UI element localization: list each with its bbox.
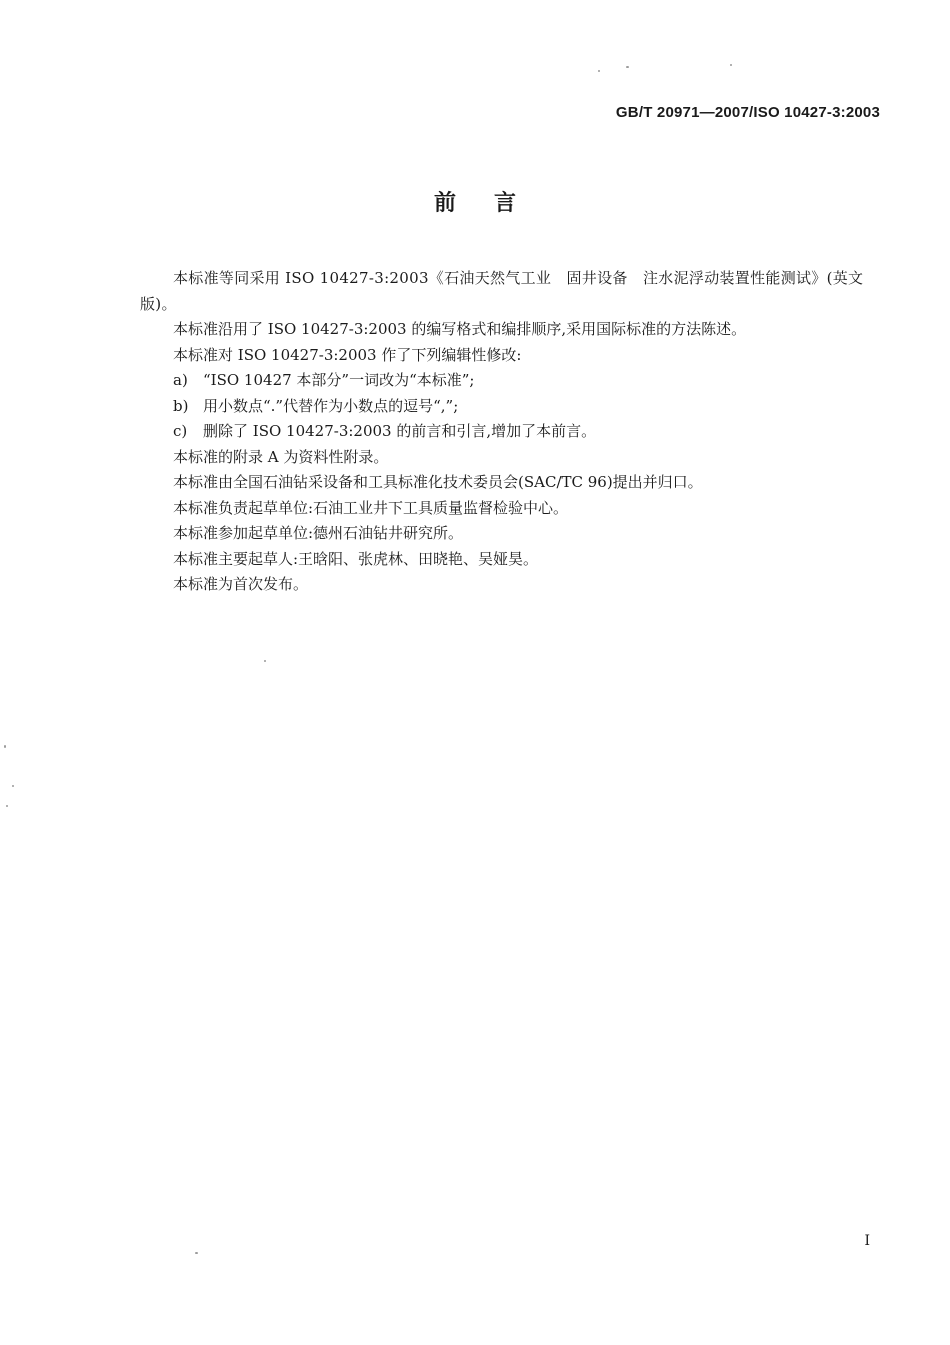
list-item-label: b) (173, 396, 189, 415)
paragraph-participating-unit: 本标准参加起草单位:德州石油钻井研究所。 (173, 524, 464, 542)
list-item-text: “ISO 10427 本部分”一词改为“本标准”; (203, 371, 475, 389)
page-title: 前言 (433, 191, 554, 216)
paragraph-annex: 本标准的附录 A 为资料性附录。 (173, 447, 389, 466)
list-item (140, 419, 882, 445)
scan-speck (730, 64, 732, 66)
page-number: I (864, 1233, 870, 1249)
scan-speck (195, 1252, 198, 1254)
list-item-label: c) (173, 422, 188, 440)
list-item (140, 394, 882, 420)
scan-speck (598, 70, 600, 72)
paragraph-drafters: 本标准主要起草人:王晗阳、张虎林、田晓艳、吴娅昊。 (173, 549, 539, 568)
list-item-label: a) (173, 371, 188, 389)
paragraph-format: 本标准沿用了 ISO 10427-3:2003 的编写格式和编排顺序,采用国际标准的方法陈述。 (173, 320, 747, 338)
foreword-body (140, 266, 882, 598)
paragraph-first-release: 本标准为首次发布。 (173, 575, 309, 593)
paragraph-proposer: 本标准由全国石油钻采设备和工具标准化技术委员会(SAC/TC 96)提出并归口。 (173, 473, 703, 491)
scan-speck (264, 660, 266, 662)
paragraph-drafting-unit: 本标准负责起草单位:石油工业井下工具质量监督检验中心。 (173, 498, 569, 517)
list-item-text: 用小数点“.”代替作为小数点的逗号“,”; (203, 396, 459, 415)
scan-speck (626, 66, 629, 68)
standard-code: GB/T 20971—2007/ISO 10427-3:2003 (615, 104, 880, 121)
scan-speck (4, 745, 6, 748)
scan-speck (6, 805, 8, 807)
list-item (140, 368, 882, 394)
scan-speck (12, 785, 14, 787)
paragraph-adoption: 本标准等同采用 ISO 10427-3:2003《石油天然气工业 固井设备 注水泥浮动装置性能测试》(英文版)。 (140, 269, 864, 313)
paragraph-modifications: 本标准对 ISO 10427-3:2003 作了下列编辑性修改: (173, 345, 522, 364)
list-item-text: 删除了 ISO 10427-3:2003 的前言和引言,增加了本前言。 (203, 422, 597, 440)
